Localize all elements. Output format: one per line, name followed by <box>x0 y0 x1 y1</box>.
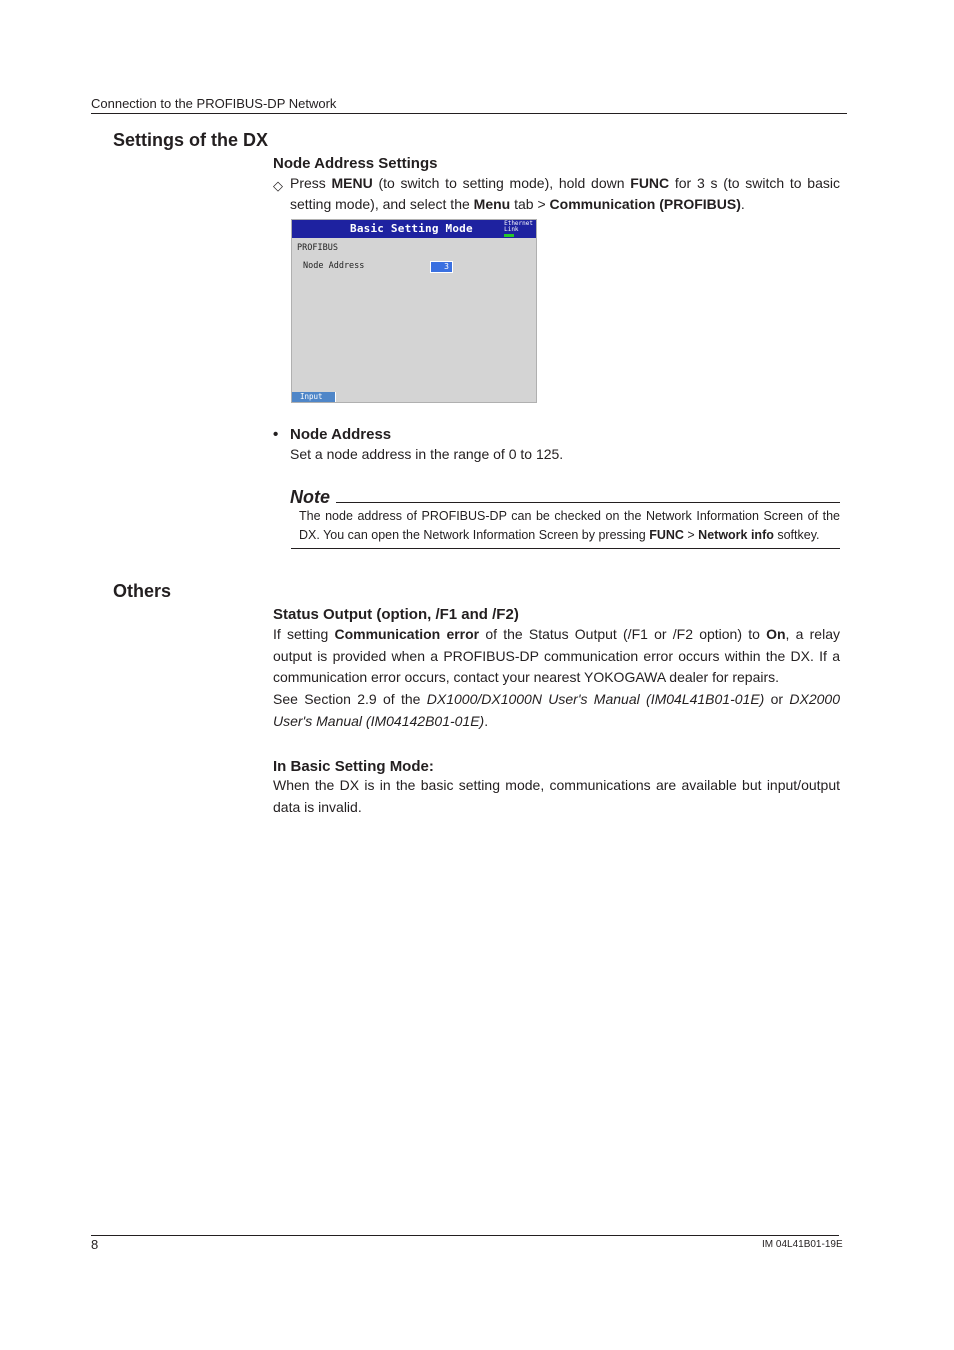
node-address-range-text: Set a node address in the range of 0 to 125. <box>290 446 564 462</box>
subsection-title-basic-mode: In Basic Setting Mode: <box>273 758 434 775</box>
link-indicator-icon <box>504 234 514 237</box>
bullet-marker: • <box>273 426 279 443</box>
screen-field-label: Node Address <box>303 261 365 271</box>
subsection-title-status-output: Status Output (option, /F1 and /F2) <box>273 606 519 623</box>
input-softkey[interactable]: Input <box>292 392 336 402</box>
section-title-others: Others <box>113 581 172 601</box>
step-instruction: Press MENU (to switch to setting mode), hold down FUNC for 3 s (to switch to basic setting mode), and select the Menu tab > Communication (PROFIBUS). <box>290 175 840 212</box>
running-header: Connection to the PROFIBUS-DP Network <box>91 96 337 111</box>
document-id: IM 04L41B01-19E <box>762 1239 843 1250</box>
manual-reference-paragraph: See Section 2.9 of the DX1000/DX1000N User's Manual (IM04L41B01-01E) or DX2000 User's Manual (IM04142B01-01E). <box>273 691 840 729</box>
basic-setting-screenshot <box>291 219 537 403</box>
step-diamond-icon: ◇ <box>273 178 283 193</box>
section-title-settings: Settings of the DX <box>113 130 269 150</box>
note-body: The node address of PROFIBUS-DP can be checked on the Network Information Screen of the DX. You can open the Network Information Screen by pressing FUNC > Network info softkey. <box>299 509 840 542</box>
node-address-value[interactable]: 3 <box>430 261 453 273</box>
note-top-rule <box>336 502 840 503</box>
footer-rule <box>91 1235 839 1236</box>
status-output-paragraph: If setting Communication error of the Status Output (/F1 or /F2 option) to On, a relay output is provided when a PROFIBUS-DP communication error occurs within the DX. If a communication error occurs, contact your nearest YOKOGAWA dealer for repairs. <box>273 626 840 685</box>
screen-title-bar <box>292 220 536 238</box>
ethernet-status: Ethernet Link <box>504 220 533 233</box>
page-number: 8 <box>91 1237 99 1252</box>
subsection-title-node-address-settings: Node Address Settings <box>273 155 438 172</box>
screen-group-label: PROFIBUS <box>297 243 338 253</box>
bullet-title-node-address: Node Address <box>290 426 392 443</box>
note-bottom-rule <box>291 548 840 549</box>
basic-mode-paragraph: When the DX is in the basic setting mode, communications are available but input/output data is invalid. <box>273 777 840 815</box>
screen-title: Basic Setting Mode <box>350 222 473 235</box>
header-rule <box>91 113 847 114</box>
note-title: Note <box>290 487 330 507</box>
